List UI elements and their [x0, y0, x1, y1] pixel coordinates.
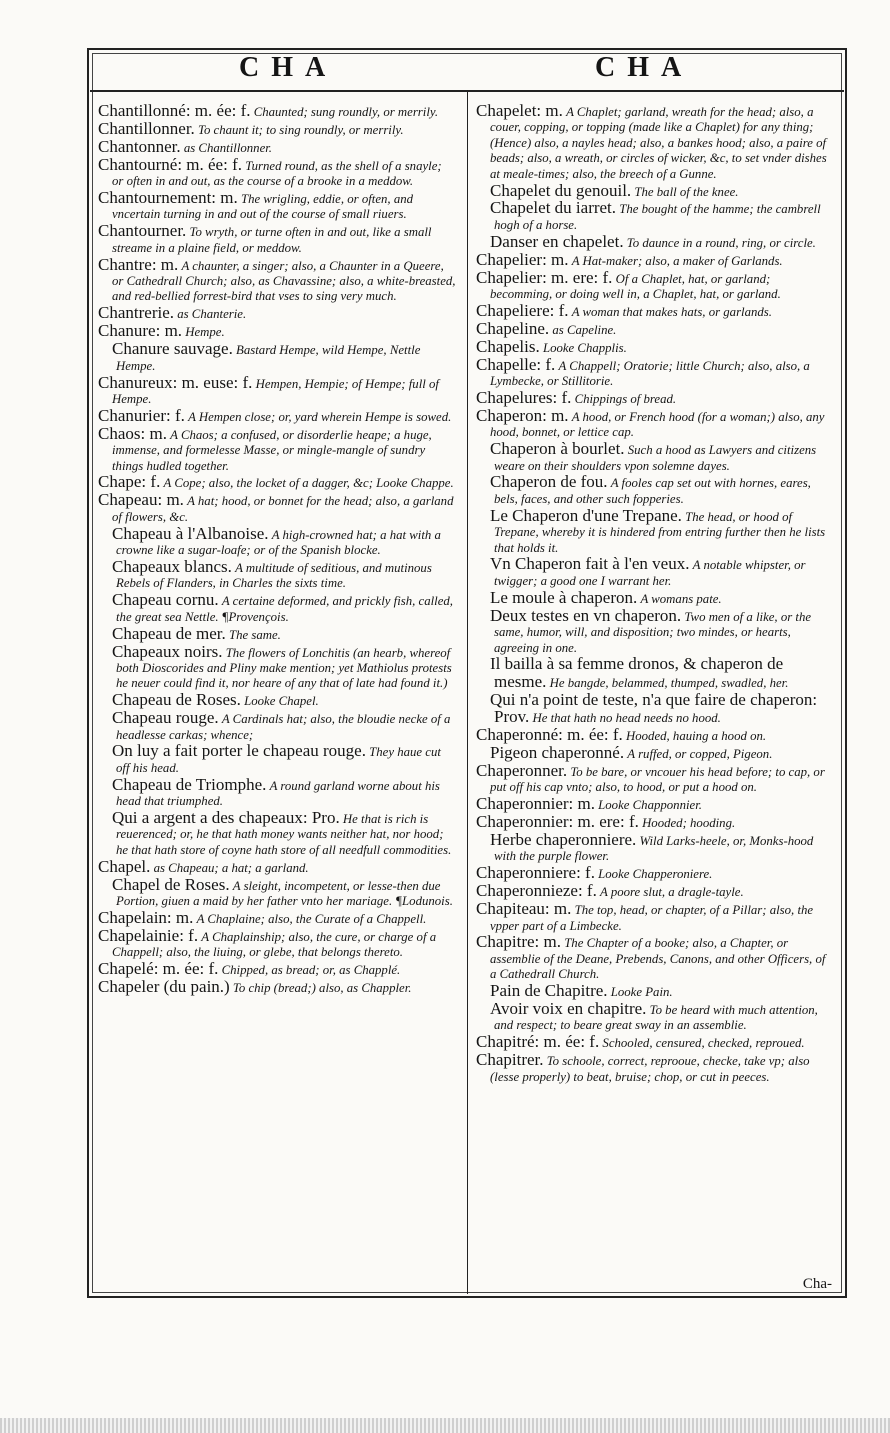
dictionary-entry	[476, 103, 834, 182]
entry-headword: Chapiteau: m.	[476, 899, 572, 919]
entry-headword: Chapeau: m.	[98, 490, 184, 510]
entry-headword: Chaperonné: m. ée: f.	[476, 725, 623, 745]
entry-definition: Looke Chapperoniere.	[598, 867, 713, 882]
entry-headword: Chapelle: f.	[476, 354, 556, 374]
entry-headword: Chape: f.	[98, 472, 161, 492]
entry-headword: Chaperon de fou.	[490, 472, 608, 492]
entry-headword: Chapeler (du pain.)	[98, 977, 230, 997]
dictionary-entry	[98, 710, 456, 743]
entry-definition: A Hat-maker; also, a maker of Garlands.	[571, 253, 783, 268]
entry-definition: A Chaplaine; also, the Curate of a Chappell.	[196, 912, 427, 926]
entry-headword: Chaperonnier: m. ere: f.	[476, 812, 639, 832]
entry-definition: A round garland worne about his head that triumphed.	[116, 778, 440, 809]
dictionary-entry	[476, 556, 834, 589]
entry-headword: Qui n'a point de teste, n'a que faire de chaperon: Prov.	[490, 689, 818, 727]
entry-headword: Chantournement: m.	[98, 188, 238, 208]
entry-definition: A hood, or French hood (for a woman;) also, any hood, bonnet, or lettice cap.	[490, 409, 825, 440]
dictionary-entry	[476, 354, 834, 390]
entry-definition: Chaunted; sung roundly, or merrily.	[253, 105, 439, 119]
entry-headword: Chapelé: m. ée: f.	[98, 959, 219, 979]
entry-definition: A poore slut, a dragle-tayle.	[600, 885, 744, 900]
entry-headword: Pigeon chaperonné.	[490, 742, 625, 762]
entry-definition: Bastard Hempe, wild Hempe, Nettle Hempe.	[116, 343, 421, 373]
dictionary-entry	[98, 223, 456, 256]
dictionary-entry	[476, 605, 834, 656]
entry-headword: Chapelainie: f.	[98, 925, 199, 945]
entry-definition: To be bare, or vncouer his head before; to cap, or put off his cap vnto; also, to hood, or put a hood on.	[490, 764, 825, 795]
entry-definition: To be heard with much attention, and respect; to beare great sway in an assemblie.	[494, 1003, 818, 1033]
dictionary-entry	[98, 979, 456, 996]
entry-headword: Chapitre: m.	[476, 932, 561, 952]
entry-headword: Chaperonner.	[476, 760, 568, 780]
dictionary-entry	[476, 901, 834, 934]
entry-headword: Chanure: m.	[98, 321, 183, 341]
entry-definition: Hempen, Hempie; of Hempe; full of Hempe.	[112, 376, 439, 406]
entry-definition: Looke Chapel.	[244, 694, 319, 709]
entry-headword: Chapelet du genouil.	[490, 180, 632, 200]
dictionary-entry	[98, 592, 456, 625]
entry-definition: A Cope; also, the locket of a dagger, &c; Looke Chappe.	[163, 476, 454, 491]
entry-definition: A Chaos; a confused, or disorderlie heape; a huge, immense, and formelesse Masse, or mingle-mangle of sundry things hudled together.	[112, 427, 432, 473]
entry-headword: Chapeaux noirs.	[112, 641, 223, 661]
entry-headword: Chapeau à l'Albanoise.	[112, 523, 269, 543]
entry-definition: To schoole, correct, reprooue, checke, take vp; also (lesse properly) to beat, bruise; chop, or cut in peeces.	[490, 1054, 810, 1084]
dictionary-entry	[98, 423, 456, 474]
entry-headword: Chaperonnieze: f.	[476, 881, 597, 901]
entry-definition: Turned round, as the shell of a snayle; or often in and out, as the course of a brooke in a meddow.	[112, 158, 442, 189]
entry-definition: To chaunt it; to sing roundly, or merrily.	[198, 122, 404, 137]
entry-definition: A womans pate.	[640, 591, 722, 606]
entry-definition: The flowers of Lonchitis (an hearb, whereof both Dioscorides and Pliny make mention; yet Mathiolus protests he neuer could find it, nor heare of any that of late had found it.)	[116, 645, 452, 691]
dictionary-entry	[476, 883, 834, 900]
entry-headword: Chantourné: m. ée: f.	[98, 154, 242, 174]
entry-definition: The head, or hood of Trepane, whereby it is hindered from entring further then he lists that holds it.	[494, 509, 826, 555]
dictionary-entry	[476, 1052, 834, 1085]
entry-headword: Chapeline.	[476, 318, 550, 338]
entry-headword: Chaperonniere: f.	[476, 863, 595, 883]
entry-definition: To daunce in a round, ring, or circle.	[626, 235, 816, 250]
running-head-right: CHA	[595, 52, 694, 83]
dictionary-entry	[98, 641, 456, 692]
dictionary-entry	[476, 742, 834, 762]
entry-headword: Chapelis.	[476, 336, 540, 356]
entry-headword: Chaperonnier: m.	[476, 794, 595, 814]
entry-definition: To wryth, or turne often in and out, like a small streame in a plaine field, or meddow.	[112, 225, 432, 255]
entry-headword: Chanurier: f.	[98, 405, 185, 425]
entry-headword: Le moule à chaperon.	[490, 587, 638, 607]
entry-definition: He bangde, belammed, thumped, swadled, her.	[549, 675, 789, 690]
entry-definition: The same.	[228, 627, 281, 642]
entry-headword: Chapelures: f.	[476, 387, 572, 407]
entry-headword: Chantre: m.	[98, 254, 179, 274]
dictionary-entry	[98, 372, 456, 408]
entry-definition: Hempe.	[185, 325, 225, 340]
dictionary-entry	[98, 743, 456, 776]
entry-definition: Two men of a like, or the same, humor, will, and disposition; two mindes, or hearts, agreeing in one.	[494, 609, 812, 655]
entry-headword: Chapelain: m.	[98, 908, 194, 927]
dictionary-entry	[476, 300, 834, 320]
entry-headword: Il bailla à sa femme dronos, & chaperon de mesme.	[490, 654, 784, 691]
dictionary-entry	[98, 692, 456, 709]
entry-definition: A multitude of seditious, and mutinous Rebels of Flanders, in Charles the sixts time.	[116, 560, 432, 591]
dictionary-entry	[98, 910, 456, 927]
dictionary-entry	[476, 760, 834, 796]
entry-definition: A Chaplainship; also, the cure, or charge of a Chappell; also, the liuing, or glebe, that belongs thereto.	[112, 929, 437, 960]
dictionary-entry	[98, 774, 456, 810]
dictionary-entry	[98, 874, 456, 910]
dictionary-entry	[98, 810, 456, 858]
entry-definition: Hooded; hooding.	[642, 816, 736, 831]
dictionary-entry	[98, 492, 456, 525]
dictionary-entry	[98, 154, 456, 190]
entry-headword: Chapeau de Roses.	[112, 690, 241, 710]
entry-headword: Herbe chaperonniere.	[490, 829, 637, 849]
entry-headword: Chapel de Roses.	[112, 874, 230, 894]
dictionary-entry	[98, 925, 456, 961]
entry-headword: Chapitré: m. ée: f.	[476, 1032, 600, 1052]
dictionary-entry	[476, 814, 834, 831]
dictionary-entry	[98, 474, 456, 491]
dictionary-entry	[476, 180, 834, 200]
entry-definition: A Cardinals hat; also, the bloudie necke of a headlesse carkas; whence;	[116, 712, 451, 742]
entry-definition: Of a Chaplet, hat, or garland; becomming, or doing well in, a Chaplet, hat, or garland.	[490, 271, 781, 301]
entry-headword: Chaperon à bourlet.	[490, 439, 625, 459]
entry-definition: as Chantillonner.	[183, 140, 273, 155]
entry-definition: Chippings of bread.	[574, 391, 677, 406]
dictionary-entry	[476, 727, 834, 744]
entry-headword: Chantillonné: m. ée: f.	[98, 101, 251, 120]
dictionary-entry	[98, 305, 456, 322]
dictionary-entry	[98, 323, 456, 340]
entry-definition: The Chapter of a booke; also, a Chapter, or assemblie of the Deane, Prebends, Canons, and other Officers, of a Cathedrall Church.	[490, 936, 826, 982]
entry-definition: Looke Chapponnier.	[598, 798, 702, 813]
column-divider	[467, 92, 468, 1294]
dictionary-entry	[476, 249, 834, 269]
dictionary-entry	[476, 387, 834, 407]
entry-definition: A chaunter, a singer; also, a Chaunter in a Queere, or Cathedrall Church; also, as Chavassine; also, a white-breasted, and red-bellied forrest-bird that vses to sing very much.	[112, 258, 456, 304]
catchword: Cha-	[802, 1276, 832, 1292]
entry-headword: Chanureux: m. euse: f.	[98, 372, 253, 392]
dictionary-entry	[98, 856, 456, 876]
entry-headword: Qui a argent a des chapeaux: Pro.	[112, 808, 340, 828]
running-head-left: CHA	[239, 52, 338, 83]
entry-definition: They haue cut off his head.	[116, 745, 441, 775]
entry-headword: Deux testes en vn chaperon.	[490, 605, 682, 625]
dictionary-entry	[98, 118, 456, 138]
entry-definition: The top, head, or chapter, of a Pillar; also, the vpper part of a Limbecke.	[490, 903, 814, 933]
dictionary-entry	[98, 136, 456, 156]
entry-headword: Chapeliere: f.	[476, 300, 569, 320]
dictionary-entry	[476, 405, 834, 441]
entry-definition: Wild Larks-heele, or, Monks-hood with the purple flower.	[494, 833, 814, 864]
entry-definition: A sleight, incompetent, or lesse-then due Portion, giuen a maid by her father vnto her mariage. ¶Lodunois.	[116, 878, 453, 909]
entry-definition: He that hath no head needs no hood.	[532, 711, 721, 726]
dictionary-entry	[476, 656, 834, 691]
dictionary-entry	[476, 934, 834, 982]
dictionary-entry	[476, 336, 834, 356]
entry-headword: Vn Chaperon fait à l'en veux.	[490, 554, 690, 574]
dictionary-entry	[476, 1001, 834, 1034]
entry-definition: as Chanterie.	[177, 307, 247, 322]
entry-definition: A Hempen close; or, yard wherein Hempe is sowed.	[188, 409, 452, 424]
entry-definition: A certaine deformed, and prickly fish, called, the great sea Nettle. ¶Provençois.	[116, 594, 454, 624]
dictionary-entry	[476, 474, 834, 507]
dictionary-entry	[98, 254, 456, 305]
entry-headword: Chapeaux blancs.	[112, 556, 232, 576]
dictionary-entry	[476, 267, 834, 303]
entry-definition: The ball of the knee.	[634, 184, 739, 199]
entry-headword: Chanure sauvage.	[112, 339, 233, 359]
dictionary-entry	[476, 689, 834, 727]
entry-definition: A Chappell; Oratorie; little Church; also, also, a Lymbecke, or Stillitorie.	[490, 358, 810, 388]
dictionary-entry	[98, 623, 456, 643]
entry-headword: Chapeau rouge.	[112, 708, 219, 728]
entry-headword: Le Chaperon d'une Trepane.	[490, 505, 682, 525]
dictionary-entry	[98, 556, 456, 592]
entry-definition: as Capeline.	[552, 322, 617, 337]
entry-headword: Chapitrer.	[476, 1050, 544, 1070]
dictionary-entry	[476, 796, 834, 813]
entry-definition: To chip (bread;) also, as Chappler.	[232, 981, 412, 996]
dictionary-entry	[476, 983, 834, 1000]
entry-definition: A ruffed, or copped, Pigeon.	[627, 746, 773, 761]
entry-definition: The wrigling, eddie, or often, and vncertain turning in and out of the course of small riuers.	[112, 192, 414, 222]
entry-headword: Chapeau de mer.	[112, 623, 226, 643]
dictionary-entry	[98, 405, 456, 425]
dictionary-entry	[476, 587, 834, 607]
entry-headword: Chapelet: m.	[476, 101, 563, 120]
entry-headword: Chantonner.	[98, 136, 181, 156]
entry-headword: Chaperon: m.	[476, 405, 569, 425]
dictionary-entry	[476, 441, 834, 474]
entry-definition: Chipped, as bread; or, as Chapplé.	[221, 963, 401, 978]
entry-headword: Pain de Chapitre.	[490, 981, 608, 1001]
entry-headword: Chapeau cornu.	[112, 590, 219, 610]
entry-headword: On luy a fait porter le chapeau rouge.	[112, 741, 366, 761]
dictionary-entry	[476, 505, 834, 556]
dictionary-entry	[476, 829, 834, 865]
entry-definition: A high-crowned hat; a hat with a crowne like a sugar-loafe; or of the Spanish blocke.	[116, 527, 441, 558]
entry-headword: Chaos: m.	[98, 423, 167, 443]
entry-headword: Danser en chapelet.	[490, 231, 624, 251]
entry-headword: Chapelier: m.	[476, 249, 569, 269]
entry-definition: He that is rich is reuerenced; or, he that hath money wants neither hat, nor hood; he that hath store of coyne hath store of all needfull commodities.	[116, 812, 452, 857]
entry-definition: as Chapeau; a hat; a garland.	[153, 860, 309, 875]
dictionary-entry	[98, 190, 456, 223]
entry-definition: Looke Pain.	[610, 985, 673, 1000]
entry-headword: Chapelet du iarret.	[490, 198, 617, 218]
dictionary-entry	[98, 523, 456, 559]
entry-definition: A woman that makes hats, or garlands.	[571, 304, 772, 319]
entry-headword: Chantillonner.	[98, 118, 195, 138]
entry-headword: Chantourner.	[98, 221, 187, 241]
entry-headword: Avoir voix en chapitre.	[490, 999, 647, 1019]
dictionary-entry	[476, 231, 834, 251]
dictionary-entry	[476, 865, 834, 882]
entry-definition: A notable whipster, or twigger; a good one I warrant her.	[494, 558, 806, 588]
right-column	[476, 103, 834, 1086]
entry-headword: Chantrerie.	[98, 303, 174, 323]
entry-definition: A Chaplet; garland, wreath for the head; also, a couer, copping, or topping (made like a Chaplet) for any thing; (Hence) also, a nayles head; also, a bankes hood; also, a paire of beads; also, a wreath, or circles of wicker, &c, to set vnder dishes at meale-times; also, the breech of a Gunne.	[490, 105, 827, 181]
dictionary-entry	[476, 318, 834, 338]
dictionary-entry	[98, 961, 456, 978]
scan-edge	[0, 1418, 890, 1433]
dictionary-entry	[476, 1034, 834, 1051]
entry-definition: Schooled, censured, checked, reproued.	[602, 1036, 805, 1051]
entry-definition: Hooded, hauing a hood on.	[626, 729, 767, 744]
entry-headword: Chapeau de Triomphe.	[112, 774, 267, 794]
entry-definition: The bought of the hamme; the cambrell hogh of a horse.	[494, 202, 821, 232]
left-column	[98, 103, 456, 997]
entry-definition: Looke Chapplis.	[542, 340, 627, 355]
dictionary-entry	[98, 103, 456, 120]
entry-definition: Such a hood as Lawyers and citizens weare on their shoulders vpon solemne dayes.	[494, 443, 817, 473]
entry-headword: Chapelier: m. ere: f.	[476, 267, 613, 287]
dictionary-entry	[98, 341, 456, 374]
entry-headword: Chapel.	[98, 856, 151, 876]
entry-definition: A fooles cap set out with hornes, eares, bels, faces, and other such fopperies.	[494, 476, 811, 506]
dictionary-entry	[476, 200, 834, 233]
entry-definition: A hat; hood, or bonnet for the head; also, a garland of flowers, &c.	[112, 494, 454, 524]
